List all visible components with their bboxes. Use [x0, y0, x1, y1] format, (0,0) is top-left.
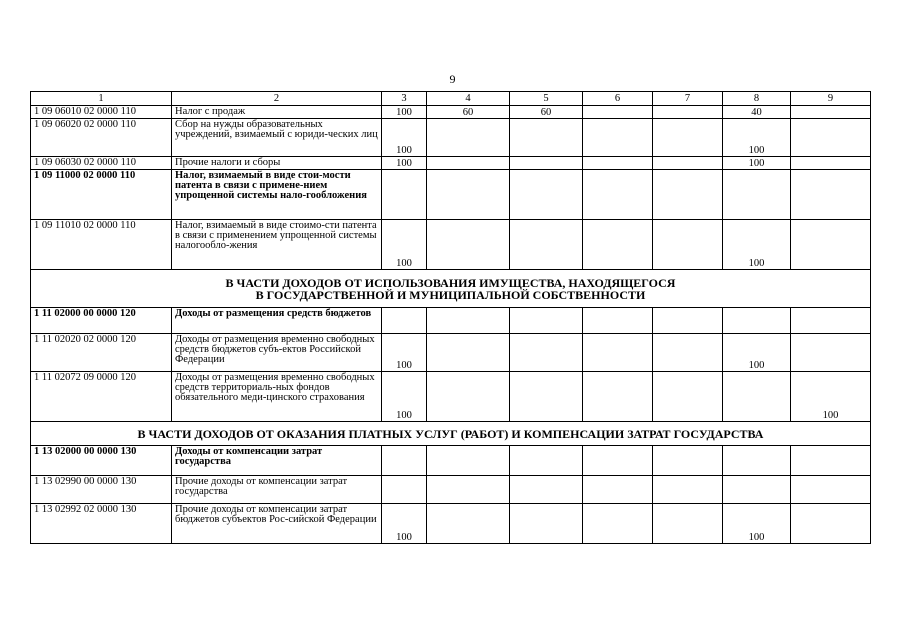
percent-cell: [382, 170, 427, 220]
percent-cell: [723, 170, 791, 220]
percent-cell: [723, 476, 791, 504]
percent-cell: [653, 220, 723, 270]
percent-cell: [583, 334, 653, 372]
percent-cell: [510, 476, 583, 504]
section-heading: [31, 422, 871, 446]
percent-cell: 100: [382, 119, 427, 157]
percent-cell: [427, 334, 510, 372]
percent-cell: [427, 220, 510, 270]
income-code-cell: 1 13 02992 02 0000 130: [31, 504, 172, 544]
percent-cell: [653, 119, 723, 157]
percent-cell: 100: [723, 504, 791, 544]
table-row: [31, 157, 871, 170]
income-code-cell: 1 09 06010 02 0000 110: [31, 106, 172, 119]
percent-cell: 100: [723, 220, 791, 270]
column-header: 6: [583, 92, 653, 106]
percent-cell: [427, 119, 510, 157]
column-header: 5: [510, 92, 583, 106]
percent-cell: [427, 157, 510, 170]
percent-cell: [653, 106, 723, 119]
percent-cell: [653, 334, 723, 372]
table-row: [31, 504, 871, 544]
percent-cell: [427, 308, 510, 334]
percent-cell: [510, 372, 583, 422]
table-row: [31, 220, 871, 270]
income-code-cell: 1 11 02020 02 0000 120: [31, 334, 172, 372]
percent-cell: 100: [382, 220, 427, 270]
percent-cell: [723, 446, 791, 476]
budget-table: [30, 91, 871, 544]
income-name-cell: Прочие налоги и сборы: [172, 157, 382, 170]
percent-cell: [791, 504, 871, 544]
section-heading-line: В ЧАСТИ ДОХОДОВ ОТ ОКАЗАНИЯ ПЛАТНЫХ УСЛУГ (РАБОТ) И КОМПЕНСАЦИИ ЗАТРАТ ГОСУДАРСТВА: [137, 426, 764, 441]
income-code-cell: 1 09 06020 02 0000 110: [31, 119, 172, 157]
percent-cell: [723, 372, 791, 422]
percent-cell: [653, 157, 723, 170]
percent-cell: [583, 308, 653, 334]
income-name-cell: Налог, взимаемый в виде стоимо-сти патента в связи с применением упрощенной системы налогообло-жения: [172, 220, 382, 270]
percent-cell: [583, 157, 653, 170]
income-name-cell: Налог, взимаемый в виде стои-мости патента в связи с примене-нием упрощенной системы нало-гообложения: [172, 170, 382, 220]
percent-cell: [583, 170, 653, 220]
percent-cell: [791, 106, 871, 119]
percent-cell: 100: [382, 372, 427, 422]
percent-cell: [510, 170, 583, 220]
percent-cell: [653, 170, 723, 220]
percent-cell: [382, 308, 427, 334]
percent-cell: [583, 372, 653, 422]
percent-cell: [791, 308, 871, 334]
percent-cell: [382, 476, 427, 504]
income-code-cell: 1 13 02000 00 0000 130: [31, 446, 172, 476]
percent-cell: [791, 119, 871, 157]
percent-cell: 100: [382, 106, 427, 119]
percent-cell: [653, 446, 723, 476]
income-code-cell: 1 09 06030 02 0000 110: [31, 157, 172, 170]
column-header: 2: [172, 92, 382, 106]
percent-cell: [427, 446, 510, 476]
income-code-cell: 1 09 11010 02 0000 110: [31, 220, 172, 270]
column-header: 1: [31, 92, 172, 106]
percent-cell: 40: [723, 106, 791, 119]
percent-cell: [653, 476, 723, 504]
income-name-cell: Доходы от размещения средств бюджетов: [172, 308, 382, 334]
column-header: 4: [427, 92, 510, 106]
income-name-cell: Сбор на нужды образовательных учреждений, взимаемый с юриди-ческих лиц: [172, 119, 382, 157]
percent-cell: 100: [723, 119, 791, 157]
column-header-row: [31, 92, 871, 106]
income-name-cell: Доходы от компенсации затрат государства: [172, 446, 382, 476]
income-name-cell: Доходы от размещения временно свободных средств бюджетов субъ-ектов Российской Федерации: [172, 334, 382, 372]
column-header: 8: [723, 92, 791, 106]
income-code-cell: 1 11 02000 00 0000 120: [31, 308, 172, 334]
percent-cell: 100: [791, 372, 871, 422]
table-body: [31, 92, 871, 544]
percent-cell: [791, 170, 871, 220]
percent-cell: [791, 334, 871, 372]
percent-cell: 100: [723, 157, 791, 170]
percent-cell: [510, 446, 583, 476]
percent-cell: [510, 220, 583, 270]
percent-cell: [583, 446, 653, 476]
table-row: [31, 119, 871, 157]
percent-cell: [510, 334, 583, 372]
percent-cell: [723, 308, 791, 334]
percent-cell: [583, 476, 653, 504]
percent-cell: [510, 308, 583, 334]
table-row: [31, 106, 871, 119]
percent-cell: [653, 308, 723, 334]
income-name-cell: Налог с продаж: [172, 106, 382, 119]
percent-cell: [427, 372, 510, 422]
income-name-cell: Доходы от размещения временно свободных средств территориаль-ных фондов обязательного меди-цинского страхования: [172, 372, 382, 422]
percent-cell: [791, 476, 871, 504]
income-name-cell: Прочие доходы от компенсации затрат государства: [172, 476, 382, 504]
table-row: [31, 372, 871, 422]
income-name-cell: Прочие доходы от компенсации затрат бюджетов субъектов Рос-сийской Федерации: [172, 504, 382, 544]
percent-cell: [583, 106, 653, 119]
section-heading: [31, 270, 871, 308]
section-heading-line: В ЧАСТИ ДОХОДОВ ОТ ИСПОЛЬЗОВАНИЯ ИМУЩЕСТВА, НАХОДЯЩЕГОСЯ: [225, 275, 676, 290]
percent-cell: 100: [382, 157, 427, 170]
percent-cell: 60: [510, 106, 583, 119]
column-header: 7: [653, 92, 723, 106]
percent-cell: [510, 157, 583, 170]
percent-cell: [791, 446, 871, 476]
income-code-cell: 1 09 11000 02 0000 110: [31, 170, 172, 220]
percent-cell: 100: [382, 334, 427, 372]
column-header: 9: [791, 92, 871, 106]
table-row: [31, 334, 871, 372]
table-row: [31, 446, 871, 476]
section-heading-row: [31, 270, 871, 308]
percent-cell: 100: [382, 504, 427, 544]
percent-cell: [382, 446, 427, 476]
percent-cell: [583, 504, 653, 544]
percent-cell: [791, 220, 871, 270]
section-heading-row: [31, 422, 871, 446]
percent-cell: [583, 119, 653, 157]
table-row: [31, 170, 871, 220]
percent-cell: [791, 157, 871, 170]
percent-cell: [653, 372, 723, 422]
percent-cell: [427, 170, 510, 220]
page-number: 9: [449, 72, 456, 86]
percent-cell: 100: [723, 334, 791, 372]
percent-cell: 60: [427, 106, 510, 119]
section-heading-line: В ГОСУДАРСТВЕННОЙ И МУНИЦИПАЛЬНОЙ СОБСТВЕННОСТИ: [255, 287, 646, 302]
income-code-cell: 1 11 02072 09 0000 120: [31, 372, 172, 422]
percent-cell: [583, 220, 653, 270]
percent-cell: [510, 504, 583, 544]
percent-cell: [427, 504, 510, 544]
income-code-cell: 1 13 02990 00 0000 130: [31, 476, 172, 504]
table-row: [31, 308, 871, 334]
percent-cell: [653, 504, 723, 544]
column-header: 3: [382, 92, 427, 106]
percent-cell: [427, 476, 510, 504]
table-row: [31, 476, 871, 504]
percent-cell: [510, 119, 583, 157]
